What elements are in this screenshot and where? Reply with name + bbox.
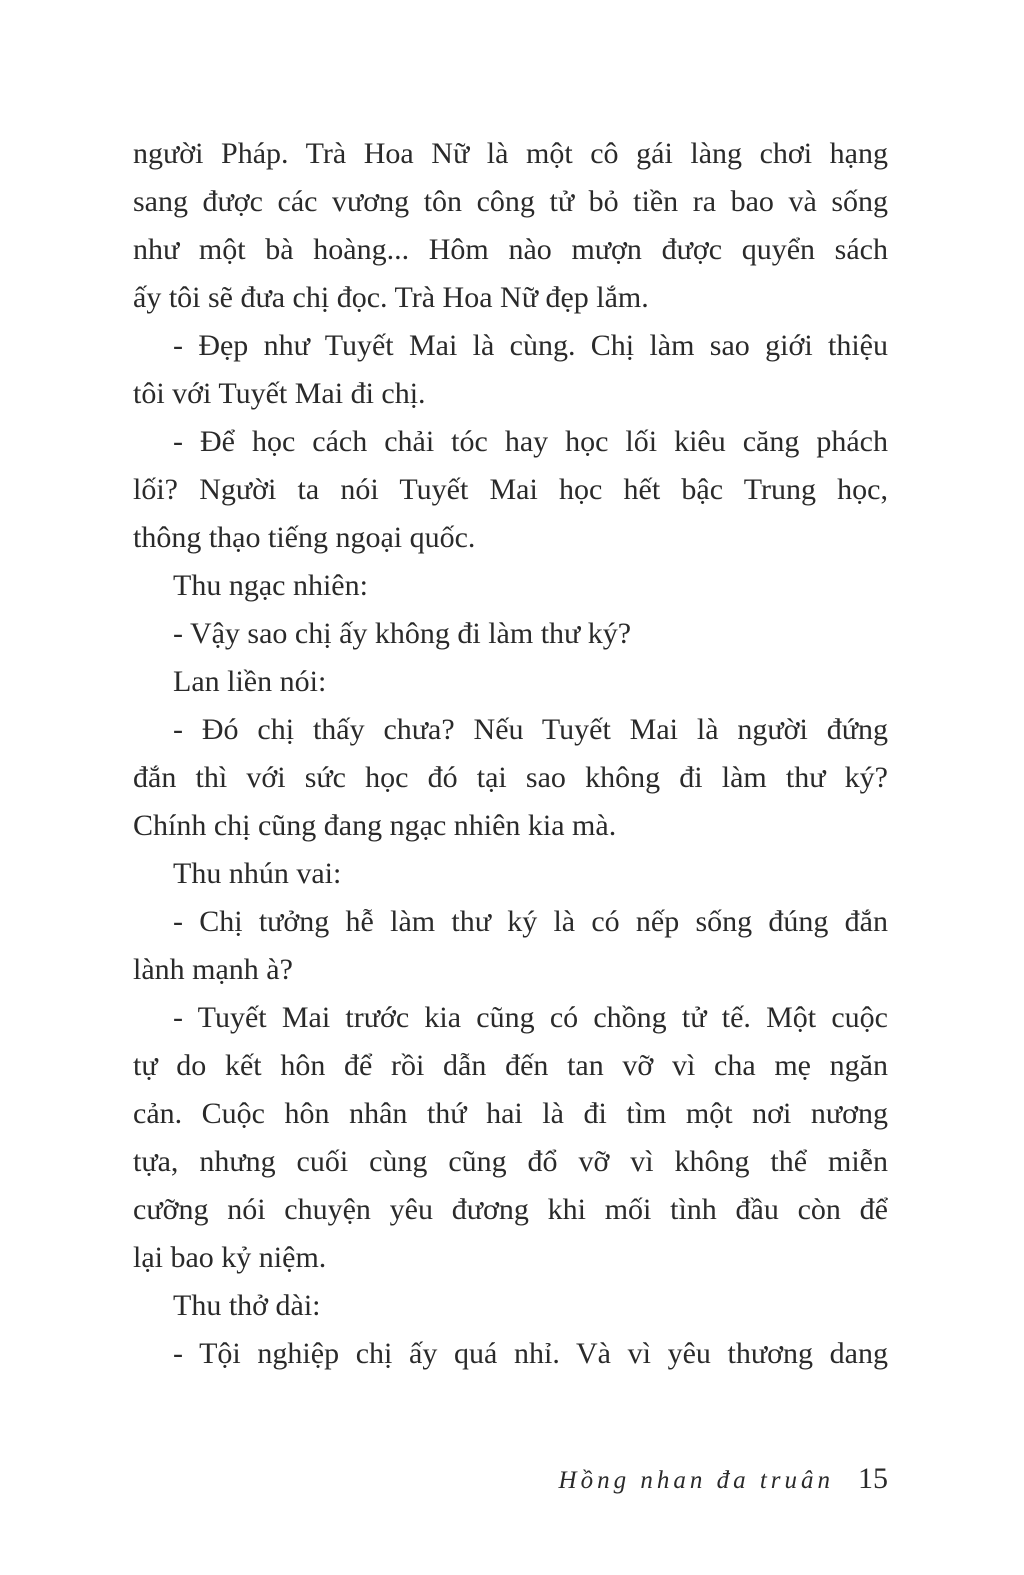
text-line: người Pháp. Trà Hoa Nữ là một cô gái làng chơi hạng — [133, 137, 888, 170]
text-line: Thu ngạc nhiên: — [173, 569, 368, 602]
text-line: - Đó chị thấy chưa? Nếu Tuyết Mai là người đứng — [173, 713, 888, 746]
text-line: Lan liền nói: — [173, 665, 327, 698]
text-line: cản. Cuộc hôn nhân thứ hai là đi tìm một nơi nương — [133, 1097, 888, 1130]
text-line: - Tuyết Mai trước kia cũng có chồng tử tế. Một cuộc — [173, 1001, 888, 1034]
text-line: đắn thì với sức học đó tại sao không đi làm thư ký? — [133, 761, 888, 794]
text-line: - Để học cách chải tóc hay học lối kiêu căng phách — [173, 425, 888, 458]
text-column — [133, 130, 888, 1378]
text-line: tôi với Tuyết Mai đi chị. — [133, 377, 426, 410]
text-line: - Đẹp như Tuyết Mai là cùng. Chị làm sao giới thiệu — [173, 329, 888, 362]
text-line: lối? Người ta nói Tuyết Mai học hết bậc Trung học, — [133, 473, 888, 506]
text-line: - Chị tưởng hễ làm thư ký là có nếp sống đúng đắn — [173, 905, 888, 938]
page-footer — [559, 1462, 888, 1496]
text-line: Thu thở dài: — [173, 1289, 321, 1322]
text-line: - Vậy sao chị ấy không đi làm thư ký? — [173, 617, 632, 650]
running-title: Hồng nhan đa truân — [558, 1467, 834, 1494]
text-line: Thu nhún vai: — [173, 857, 342, 890]
text-line: tự do kết hôn để rồi dẫn đến tan vỡ vì cha mẹ ngăn — [133, 1049, 888, 1082]
page-number: 15 — [858, 1462, 888, 1495]
text-line: - Tội nghiệp chị ấy quá nhỉ. Và vì yêu thương dang — [173, 1337, 888, 1370]
text-line: thông thạo tiếng ngoại quốc. — [133, 521, 476, 554]
text-line: Chính chị cũng đang ngạc nhiên kia mà. — [133, 809, 617, 842]
text-line: sang được các vương tôn công tử bỏ tiền ra bao và sống — [133, 185, 888, 218]
text-line: lành mạnh à? — [133, 953, 293, 986]
text-line: tựa, nhưng cuối cùng cũng đổ vỡ vì không thể miễn — [133, 1145, 888, 1178]
text-line: cưỡng nói chuyện yêu đương khi mối tình đầu còn để — [133, 1193, 888, 1226]
text-line: lại bao kỷ niệm. — [133, 1241, 327, 1274]
text-line: như một bà hoàng... Hôm nào mượn được quyển sách — [133, 233, 888, 266]
text-line: ấy tôi sẽ đưa chị đọc. Trà Hoa Nữ đẹp lắm. — [133, 281, 649, 314]
